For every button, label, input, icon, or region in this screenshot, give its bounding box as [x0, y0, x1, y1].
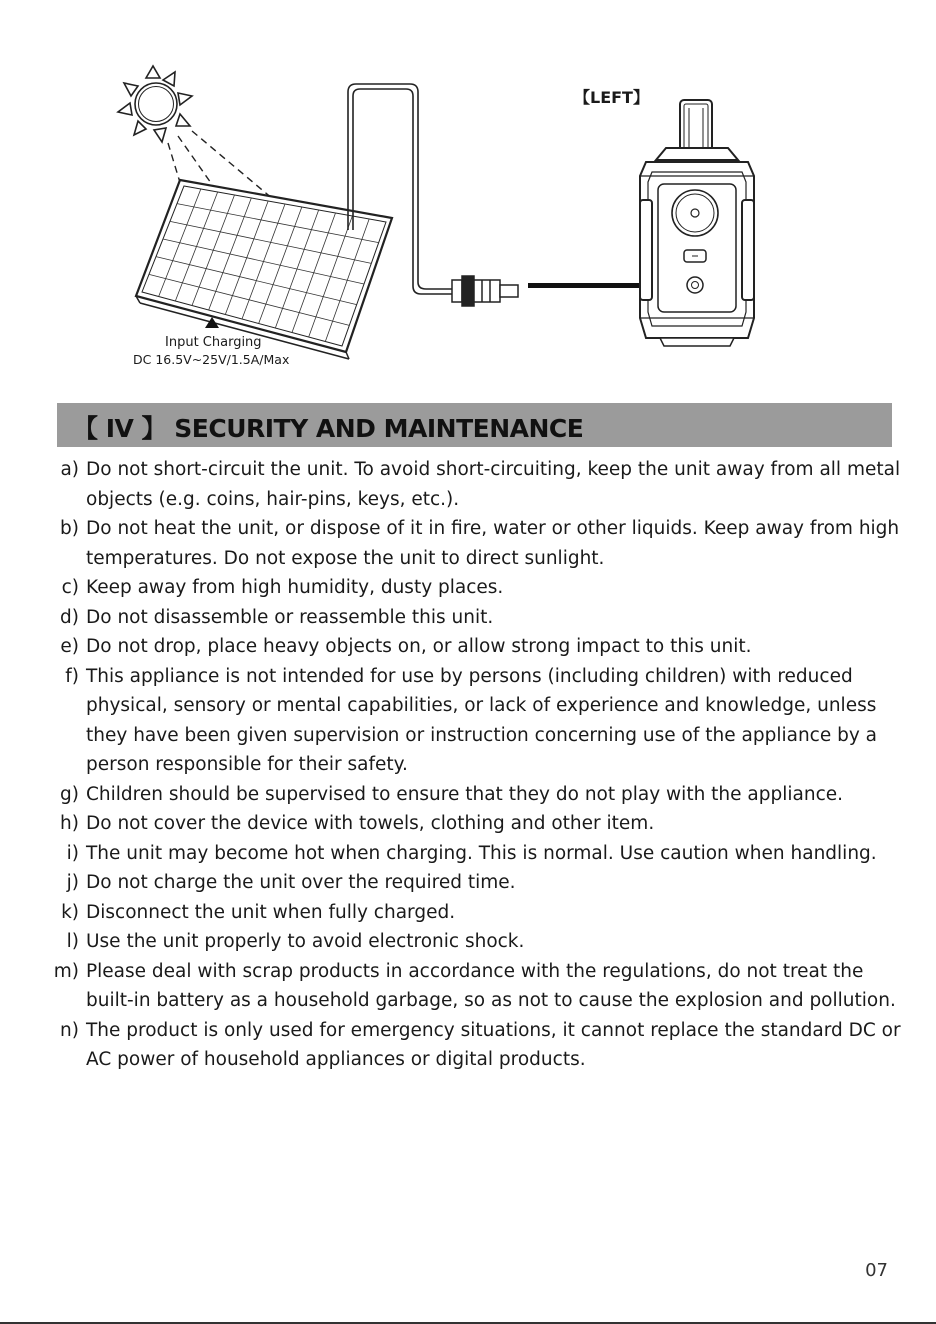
list-item	[0, 603, 936, 633]
list-marker: a)	[60, 459, 79, 480]
list-item	[0, 455, 936, 514]
list-marker: m)	[53, 960, 79, 982]
list-item	[0, 839, 936, 869]
solar-charging-diagram	[0, 0, 936, 390]
list-marker: j)	[66, 872, 79, 893]
list-item	[0, 632, 936, 662]
list-item-text: Do not charge the unit over the required time.	[86, 872, 516, 893]
list-item-text: Do not drop, place heavy objects on, or allow strong impact to this unit.	[86, 636, 752, 657]
list-marker: d)	[60, 606, 79, 628]
section-title: 【 IV 】 SECURITY AND MAINTENANCE	[73, 414, 584, 443]
page-number: 07	[865, 1260, 888, 1281]
list-item	[0, 1016, 936, 1075]
list-marker: h)	[60, 813, 79, 834]
input-charging-spec: DC 16.5V~25V/1.5A/Max	[133, 352, 290, 367]
list-item-text: Use the unit properly to avoid electronic shock.	[86, 931, 525, 952]
list-item-text: Please deal with scrap products in accordance with the regulations, do not treat the built-in battery as a household garbage, so as not to cause the explosion and pollution.	[86, 960, 896, 1011]
list-item	[0, 573, 936, 603]
list-item-text: Do not short-circuit the unit. To avoid short-circuiting, keep the unit away from all metal objects (e.g. coins, hair-pins, keys, etc.).	[86, 459, 901, 510]
maintenance-list	[0, 455, 936, 1075]
left-view-label: 【LEFT】	[574, 88, 649, 107]
list-marker: n)	[60, 1019, 79, 1041]
dc-plug	[452, 276, 518, 306]
list-marker: i)	[66, 842, 79, 864]
section-header	[57, 403, 892, 447]
sun-icon	[118, 66, 192, 142]
list-item-text: Do not heat the unit, or dispose of it in fire, water or other liquids. Keep away from high temperatures. Do not expose the unit to direct sunlight.	[86, 518, 900, 569]
list-item	[0, 662, 936, 780]
list-marker: l)	[66, 931, 79, 952]
list-item-text: Do not cover the device with towels, clothing and other item.	[86, 813, 655, 834]
list-item	[0, 809, 936, 839]
list-item-text: The product is only used for emergency situations, it cannot replace the standard DC or AC power of household appliances or digital products.	[86, 1019, 901, 1070]
list-item-text: The unit may become hot when charging. This is normal. Use caution when handling.	[86, 842, 877, 864]
list-marker: b)	[60, 518, 79, 539]
list-item	[0, 957, 936, 1016]
list-item-text: This appliance is not intended for use by persons (including children) with reduced physical, sensory or mental capabilities, or lack of experience and knowledge, unless they have been given supervision or instruction concerning use of the appliance by a person responsible for their safety.	[86, 665, 878, 775]
list-marker: e)	[60, 636, 79, 657]
input-charging-label: Input Charging	[165, 335, 262, 350]
list-item	[0, 868, 936, 898]
list-item	[0, 927, 936, 957]
list-item-text: Keep away from high humidity, dusty places.	[86, 577, 504, 598]
list-marker: c)	[61, 577, 79, 598]
list-marker: f)	[65, 665, 79, 687]
list-item-text: Do not disassemble or reassemble this unit.	[86, 606, 494, 628]
list-item	[0, 898, 936, 928]
list-marker: g)	[60, 783, 79, 805]
list-item	[0, 514, 936, 573]
power-station-left-view	[640, 100, 754, 346]
list-item-text: Children should be supervised to ensure that they do not play with the appliance.	[86, 783, 844, 805]
list-item-text: Disconnect the unit when fully charged.	[86, 901, 456, 923]
list-item	[0, 780, 936, 810]
list-marker: k)	[61, 901, 79, 923]
